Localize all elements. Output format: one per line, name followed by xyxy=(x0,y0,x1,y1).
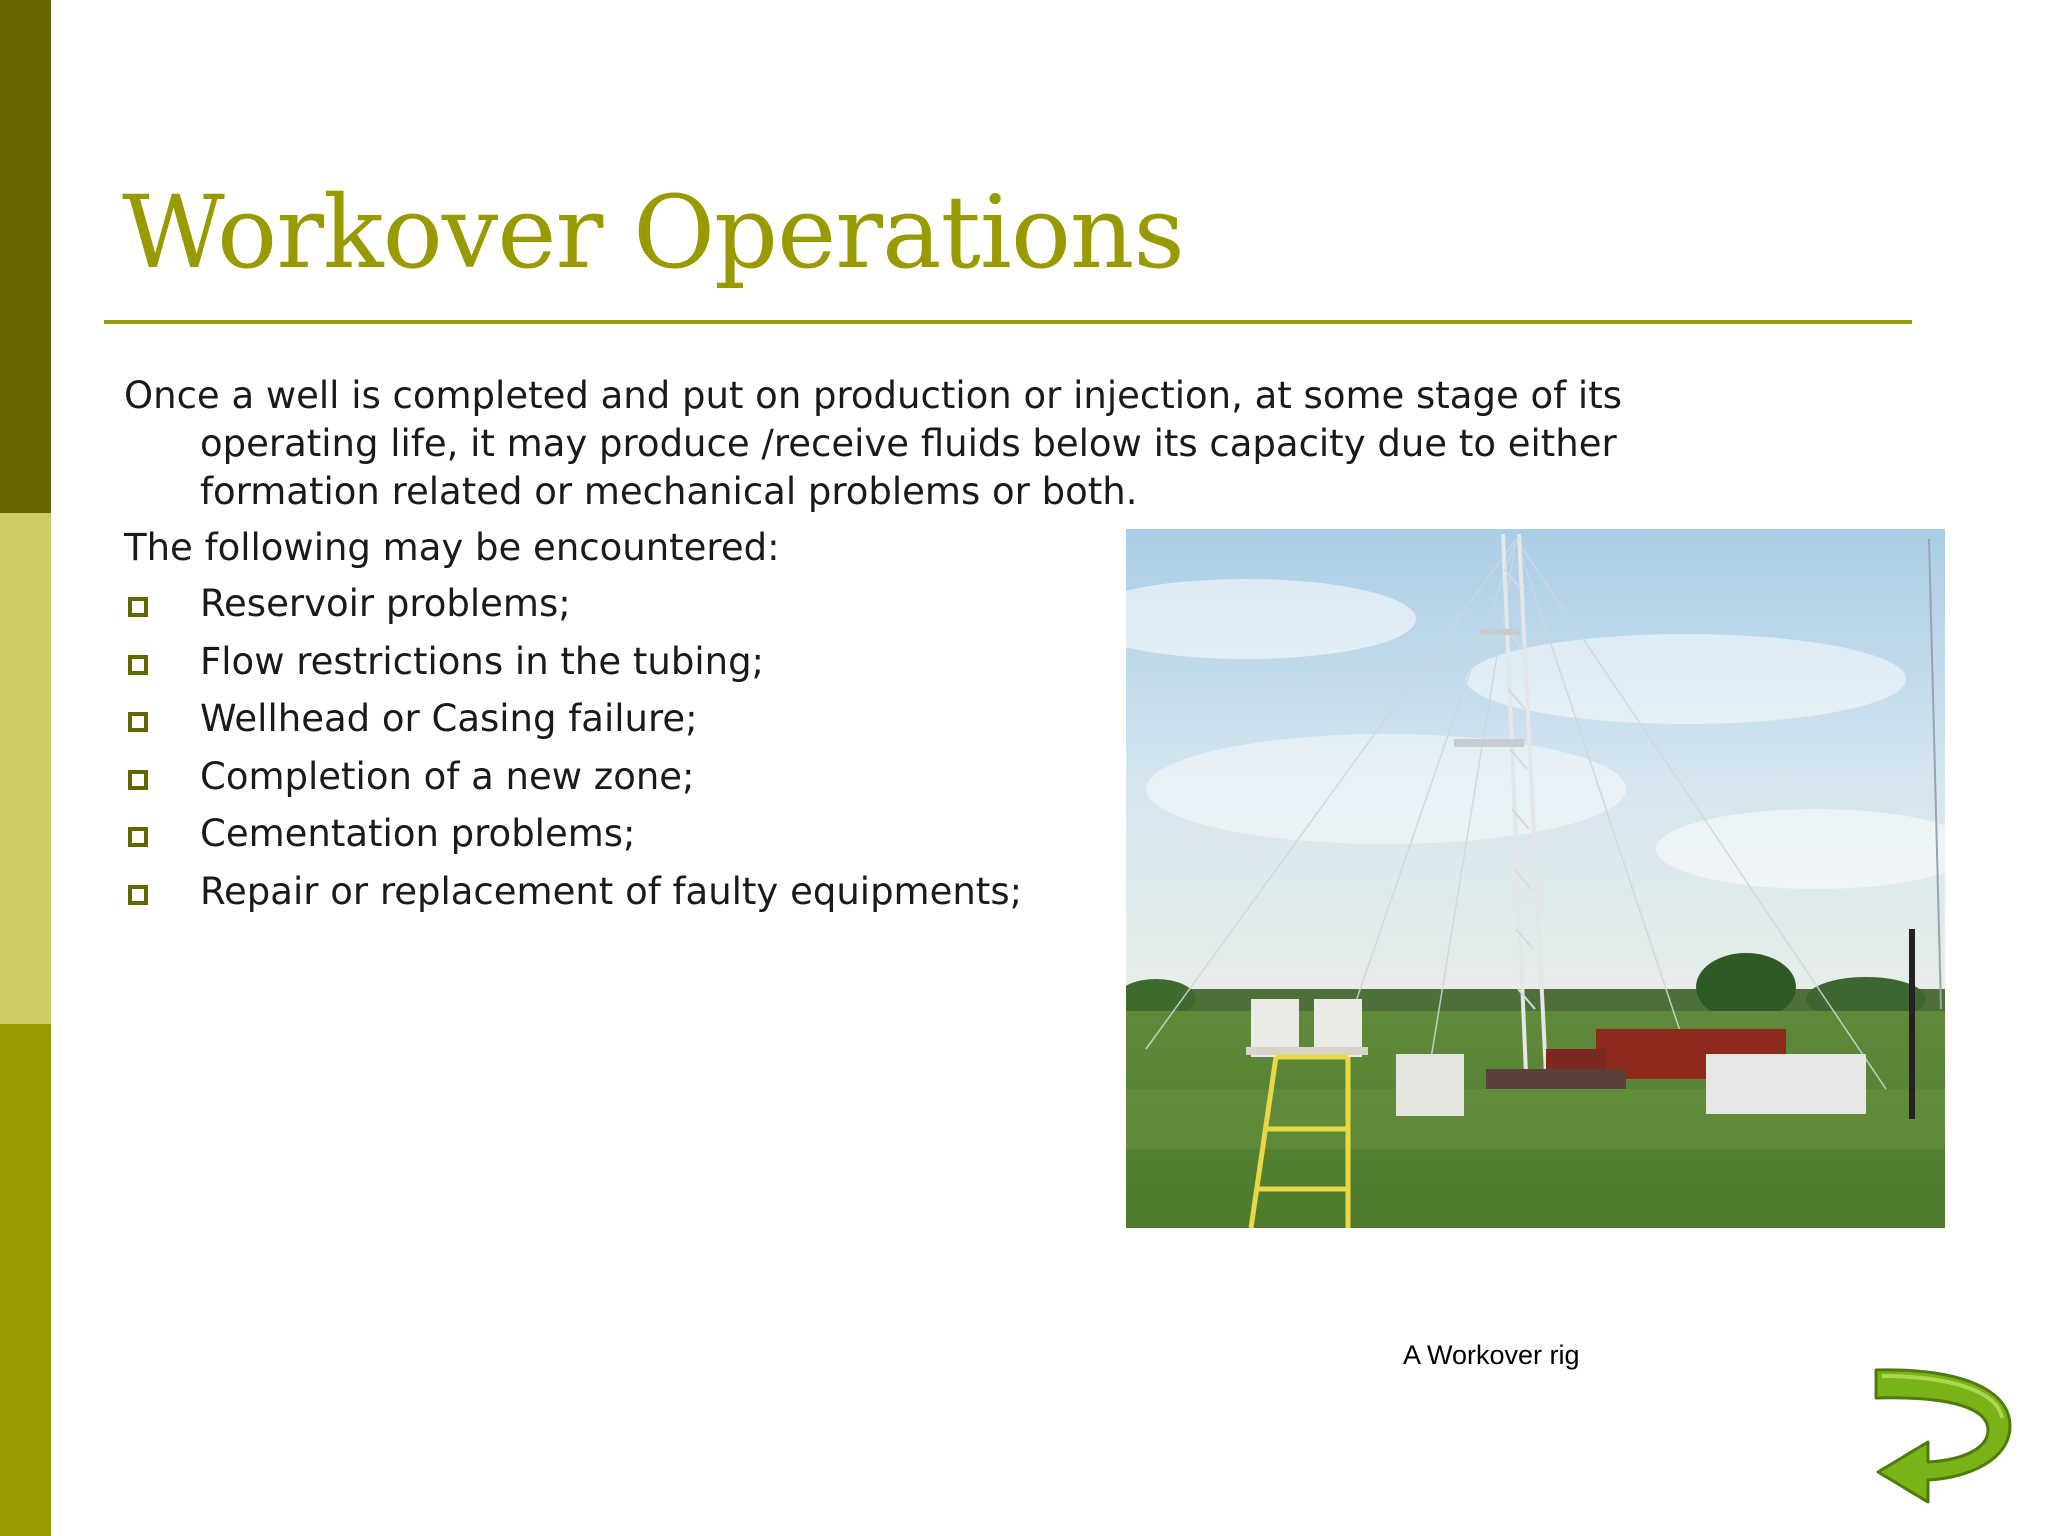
list-item-text: Wellhead or Casing failure; xyxy=(200,697,698,740)
side-band-light xyxy=(0,513,51,1024)
intro-line-2: operating life, it may produce /receive fluids below its capacity due to either xyxy=(200,422,1617,465)
list-item xyxy=(124,638,1022,696)
list-item-text: Reservoir problems; xyxy=(200,582,571,625)
list-item-text: Flow restrictions in the tubing; xyxy=(200,639,765,683)
curved-return-arrow-icon[interactable] xyxy=(1872,1368,2012,1508)
hollow-square-bullet-icon xyxy=(128,712,148,732)
list-item-text: Repair or replacement of faulty equipments; xyxy=(200,869,1023,913)
list-item xyxy=(124,868,1022,926)
hollow-square-bullet-icon xyxy=(128,827,148,847)
hollow-square-bullet-icon xyxy=(128,770,148,790)
photo-caption: A Workover rig xyxy=(1403,1340,1580,1370)
list-item xyxy=(124,580,1022,638)
hollow-square-bullet-icon xyxy=(128,885,148,905)
list-item xyxy=(124,695,1022,753)
intro-line-1: Once a well is completed and put on production or injection, at some stage of its xyxy=(124,374,1622,417)
side-band-dark xyxy=(0,0,51,513)
list-item xyxy=(124,810,1022,868)
list-item-text: Completion of a new zone; xyxy=(200,754,695,798)
hollow-square-bullet-icon xyxy=(128,655,148,675)
list-item-text: Cementation problems; xyxy=(200,812,636,855)
title-divider xyxy=(104,320,1912,324)
workover-rig-photo xyxy=(1126,529,1945,1228)
side-band-olive xyxy=(0,1024,51,1536)
intro-line-3: formation related or mechanical problems or both. xyxy=(200,470,1138,513)
list-item xyxy=(124,753,1022,811)
encountered-lead-in: The following may be encountered: xyxy=(124,526,780,569)
problem-list xyxy=(124,580,1022,925)
slide-title: Workover Operations xyxy=(122,174,1184,291)
hollow-square-bullet-icon xyxy=(128,597,148,617)
intro-paragraph xyxy=(124,372,1804,516)
